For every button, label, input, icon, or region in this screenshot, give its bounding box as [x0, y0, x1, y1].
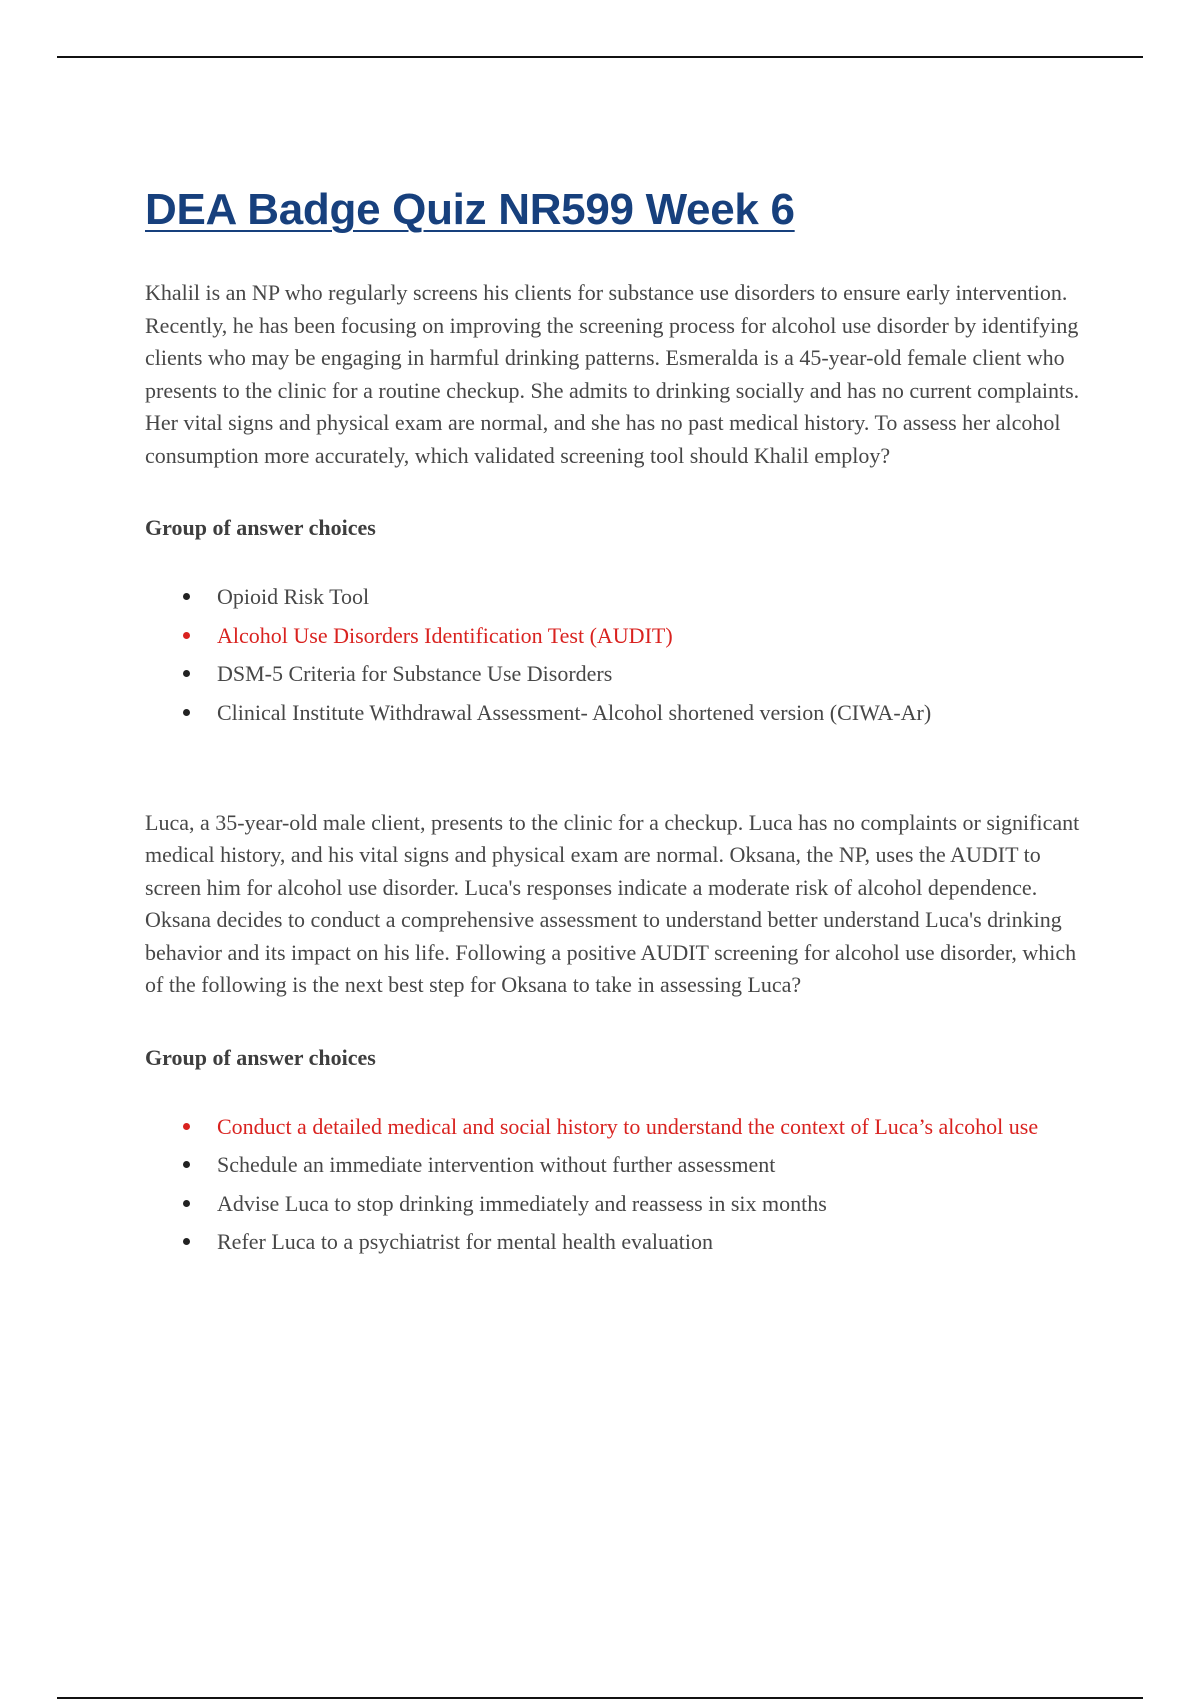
- bullet-icon: [183, 670, 190, 677]
- bullet-icon: [183, 632, 190, 639]
- question-1: [145, 277, 1090, 731]
- bullet-icon: [183, 593, 190, 600]
- document-body: [145, 180, 1090, 1262]
- choice-label: Conduct a detailed medical and social history to understand the context of Luca’s alcohol use: [217, 1113, 1039, 1139]
- document-title: DEA Badge Quiz NR599 Week 6: [145, 185, 795, 234]
- question-2: [145, 807, 1090, 1261]
- bottom-rule: [57, 1697, 1143, 1699]
- question-2-text: Luca, a 35-year-old male client, presents to the clinic for a checkup. Luca has no complaints or significant medical history, and his vital signs and physical exam are normal. Oksana, the NP, uses the AUDIT to screen him for alcohol use disorder. Luca's responses indicate a moderate risk of alcohol dependence. Oksana decides to conduct a comprehensive assessment to understand better understand Luca's drinking behavior and its impact on his life. Following a positive AUDIT screening for alcohol use disorder, which of the following is the next best step for Oksana to take in assessing Luca?: [145, 809, 1080, 997]
- bullet-icon: [183, 709, 190, 716]
- question-1-choice-1: [145, 578, 1090, 615]
- choice-label: Clinical Institute Withdrawal Assessment- Alcohol shortened version (CIWA-Ar): [217, 699, 932, 725]
- question-1-choice-3: [145, 655, 1090, 692]
- question-1-text: Khalil is an NP who regularly screens his clients for substance use disorders to ensure early intervention. Recently, he has been focusing on improving the screening process for alcohol use disorder by identifying clients who may be engaging in harmful drinking patterns. Esmeralda is a 45-year-old female client who presents to the clinic for a routine checkup. She admits to drinking socially and has no current complaints. Her vital signs and physical exam are normal, and she has no past medical history. To assess her alcohol consumption more accurately, which validated screening tool should Khalil employ?: [145, 280, 1080, 468]
- question-1-group-label: Group of answer choices: [145, 515, 376, 540]
- question-2-choice-2: [145, 1146, 1090, 1183]
- choice-label: DSM-5 Criteria for Substance Use Disorders: [217, 661, 613, 686]
- bullet-icon: [183, 1161, 190, 1168]
- question-2-group-label: Group of answer choices: [145, 1044, 376, 1070]
- question-1-choice-2-correct: [145, 617, 1090, 654]
- bullet-icon: [183, 1123, 190, 1130]
- choice-label: Advise Luca to stop drinking immediately and reassess in six months: [217, 1190, 827, 1216]
- choice-label: Refer Luca to a psychiatrist for mental health evaluation: [217, 1229, 714, 1254]
- bullet-icon: [183, 1238, 190, 1245]
- choice-label: Alcohol Use Disorders Identification Test (AUDIT): [217, 622, 673, 648]
- question-1-choices: [145, 578, 1090, 731]
- bullet-icon: [183, 1200, 190, 1207]
- question-2-choice-4: [145, 1223, 1090, 1260]
- top-rule: [57, 56, 1143, 58]
- choice-label: Opioid Risk Tool: [217, 584, 370, 609]
- choice-label: Schedule an immediate intervention without further assessment: [217, 1152, 776, 1177]
- question-1-choice-4: [145, 694, 1090, 731]
- question-2-choice-3: [145, 1185, 1090, 1222]
- question-2-choice-1-correct: [145, 1108, 1090, 1145]
- question-2-choices: [145, 1108, 1090, 1261]
